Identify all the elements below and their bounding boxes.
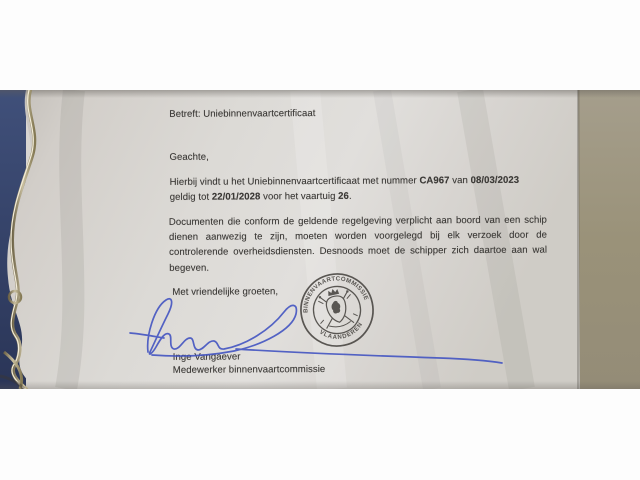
stamp-top-text: BINNENVAARTCOMMISSIE [302, 275, 370, 314]
valid-until-date: 22/01/2028 [211, 191, 261, 203]
issue-date: 08/03/2023 [470, 174, 520, 187]
intro-text: geldig tot [169, 191, 212, 203]
intro-text: voor het vaartuig [260, 190, 339, 203]
body-paragraph: Documenten die conform de geldende regelgeving verplicht aan boord van een schip dienen aanwezig te zijn, moeten worden voorgelegd bij elk verzoek door de controlerende overheidsdiensten. Desnoods moet de schipper zich daartoe aan wal begeven. [168, 214, 548, 274]
document-photo [0, 90, 640, 389]
signer-role: Medewerker binnenvaartcommissie [172, 363, 326, 376]
subject-line: Betreft: Uniebinnenvaartcertificaat [169, 108, 316, 120]
intro-text: . [348, 190, 352, 202]
stamp-bottom-text: VLAANDEREN [317, 320, 365, 342]
certificate-number: CA967 [419, 175, 450, 187]
vessel-number: 26 [338, 190, 349, 202]
salutation-line: Geachte, [169, 151, 209, 163]
signer-name: Inge Vangaever [172, 351, 241, 363]
intro-text: Hierbij vindt u het Uniebinnenvaartcertificaat met nummer [169, 175, 420, 188]
commission-stamp [292, 265, 382, 355]
intro-text: van [449, 175, 471, 187]
closing-line: Met vriendelijke groeten, [172, 286, 279, 298]
